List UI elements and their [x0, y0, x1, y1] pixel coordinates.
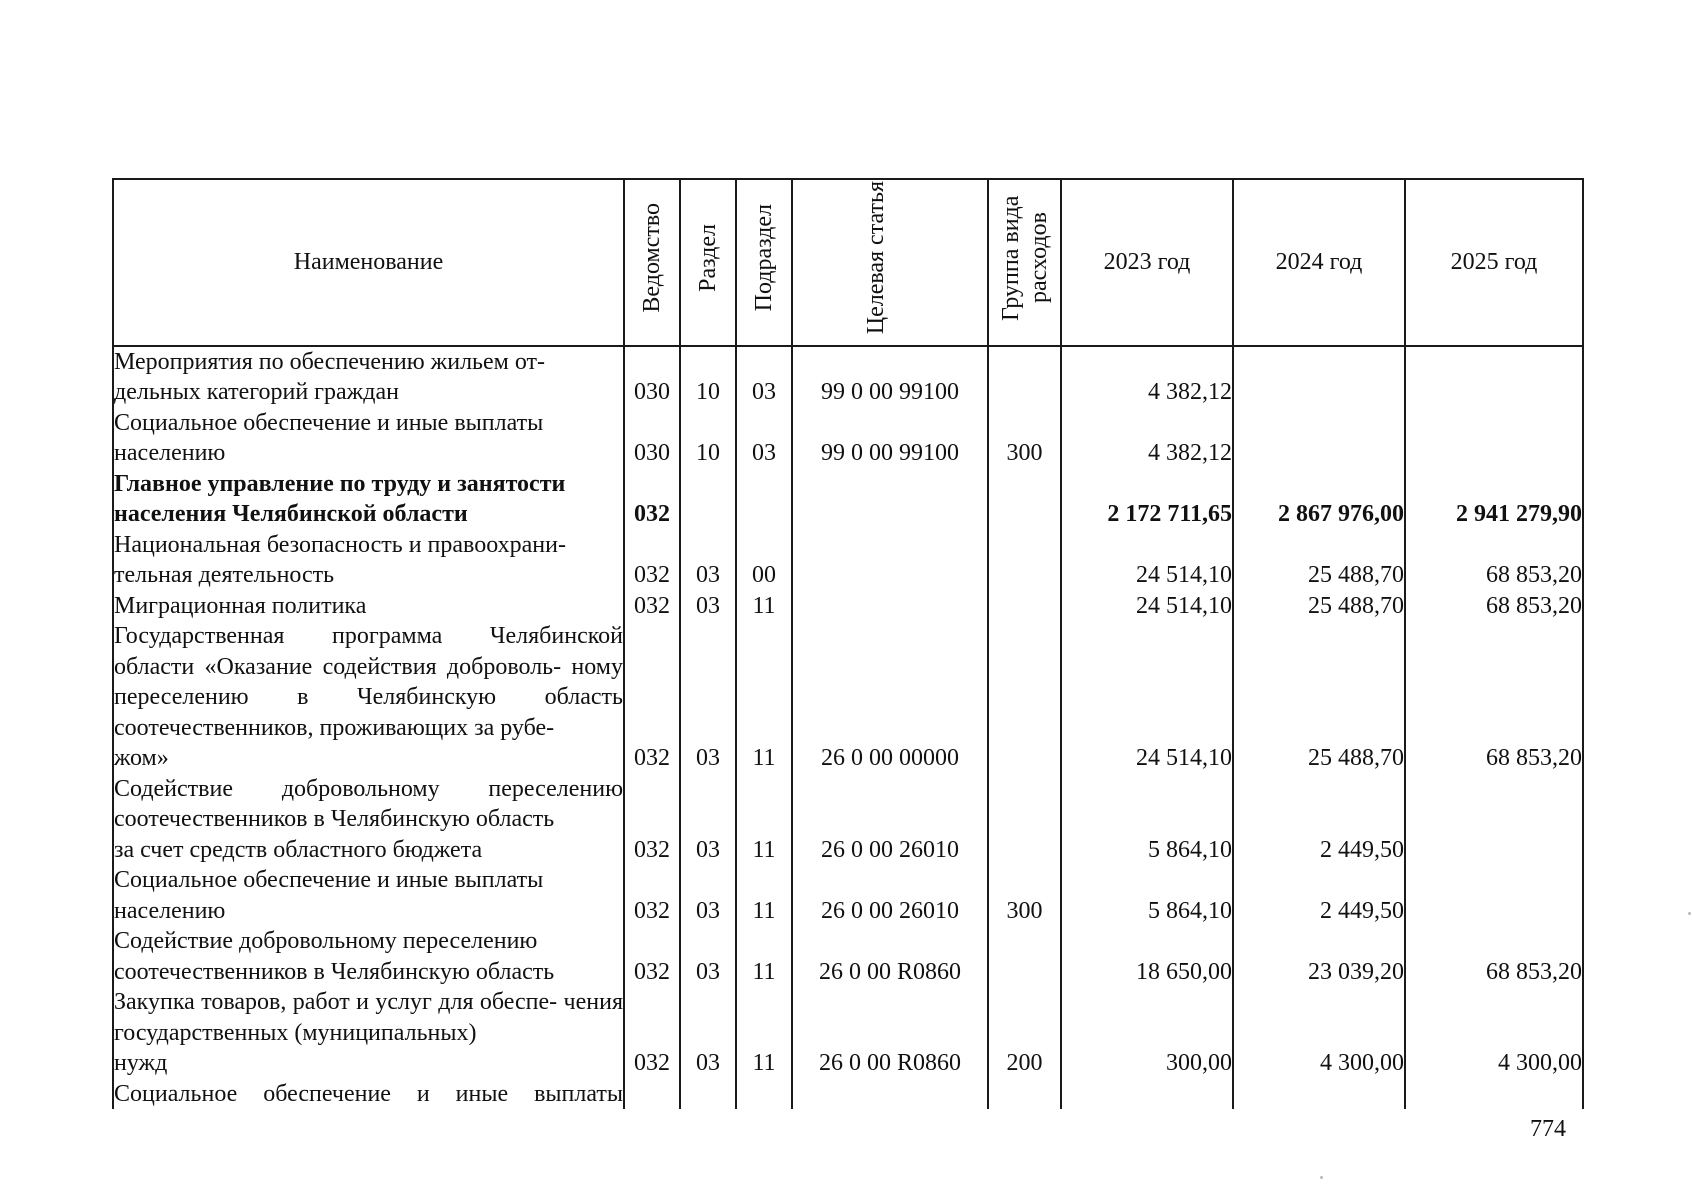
amount-2023-cell: 5 864,10	[1061, 865, 1233, 926]
table-row	[113, 469, 1583, 530]
section-cell: 03	[680, 987, 736, 1079]
header-name: Наименование	[113, 179, 624, 346]
item-name-line: Социальное обеспечение и иные выплаты	[114, 409, 544, 436]
amount-2025-cell	[1405, 346, 1583, 408]
item-name-last-line: соотечественников в Челябинскую область	[114, 958, 555, 985]
section-cell: 03	[680, 865, 736, 926]
item-name-line: соотечественников в Челябинскую область	[114, 806, 555, 832]
header-expense-group: Группа вида расходов	[988, 179, 1061, 346]
item-name-cell	[113, 408, 624, 469]
amount-2025-cell	[1405, 865, 1583, 926]
header-target-article: Целевая статья	[792, 179, 988, 346]
subsection-cell: 00	[736, 530, 792, 591]
empty-cell	[680, 1079, 736, 1110]
page-number: 774	[1530, 1116, 1566, 1142]
amount-2024-cell: 2 449,50	[1233, 774, 1405, 866]
target-article-cell: 26 0 00 00000	[792, 621, 988, 774]
table-row-partial	[113, 1079, 1583, 1110]
amount-2024-cell: 2 867 976,00	[1233, 469, 1405, 530]
header-section: Раздел	[680, 179, 736, 346]
item-name-last-line: населению	[114, 897, 226, 924]
item-name-cell	[113, 469, 624, 530]
amount-2024-cell: 2 449,50	[1233, 865, 1405, 926]
item-name-line: Содействие добровольному переселению	[114, 928, 538, 954]
amount-2024-cell: 4 300,00	[1233, 987, 1405, 1079]
table-row	[113, 987, 1583, 1079]
department-cell: 032	[624, 987, 680, 1079]
section-cell: 10	[680, 408, 736, 469]
item-name-line: соотечественников, проживающих за рубе-	[114, 714, 555, 741]
item-name-last-line: населению	[114, 440, 226, 466]
item-name-cell	[113, 774, 624, 866]
amount-2024-cell	[1233, 346, 1405, 408]
table-row	[113, 926, 1583, 987]
target-article-cell	[792, 469, 988, 530]
item-name-last-line: населения Челябинской области	[114, 501, 468, 527]
item-name-line: Социальное обеспечение и иные выплаты	[114, 867, 544, 893]
subsection-cell: 11	[736, 621, 792, 774]
item-name-last-line: жом»	[114, 745, 169, 771]
empty-cell	[1405, 1079, 1583, 1110]
empty-cell	[624, 1079, 680, 1110]
item-name-cell	[113, 926, 624, 987]
department-cell: 032	[624, 926, 680, 987]
table-row	[113, 408, 1583, 469]
amount-2025-cell: 68 853,20	[1405, 926, 1583, 987]
section-cell	[680, 469, 736, 530]
item-name-last-line: за счет средств областного бюджета	[114, 836, 483, 863]
department-cell: 032	[624, 530, 680, 591]
amount-2023-cell: 24 514,10	[1061, 530, 1233, 591]
amount-2024-cell: 25 488,70	[1233, 621, 1405, 774]
header-department: Ведомство	[624, 179, 680, 346]
expense-group-cell: 300	[988, 408, 1061, 469]
target-article-cell: 26 0 00 R0860	[792, 926, 988, 987]
amount-2023-cell: 2 172 711,65	[1061, 469, 1233, 530]
expense-group-cell	[988, 621, 1061, 774]
budget-table	[112, 178, 1584, 1109]
amount-2023-cell: 5 864,10	[1061, 774, 1233, 866]
header-2024: 2024 год	[1233, 179, 1405, 346]
item-name-line: чения государственных (муниципальных)	[114, 989, 623, 1046]
section-cell: 03	[680, 530, 736, 591]
amount-2025-cell: 68 853,20	[1405, 591, 1583, 622]
item-name-last-line: дельных категорий граждан	[114, 379, 399, 405]
expense-group-cell	[988, 530, 1061, 591]
empty-cell	[1061, 1079, 1233, 1110]
item-name-line: ному переселению в Челябинскую область	[114, 653, 623, 710]
subsection-cell: 11	[736, 591, 792, 622]
item-name-cell	[113, 987, 624, 1079]
target-article-cell	[792, 530, 988, 591]
table-header-row	[113, 179, 1583, 346]
amount-2023-cell: 18 650,00	[1061, 926, 1233, 987]
item-name-cell	[113, 621, 624, 774]
amount-2024-cell	[1233, 408, 1405, 469]
header-2023: 2023 год	[1061, 179, 1233, 346]
target-article-cell: 99 0 00 99100	[792, 346, 988, 408]
expense-group-cell	[988, 591, 1061, 622]
table-row	[113, 530, 1583, 591]
header-subsection: Подраздел	[736, 179, 792, 346]
department-cell: 032	[624, 865, 680, 926]
section-cell: 03	[680, 621, 736, 774]
item-name-line: области «Оказание содействия доброволь-	[114, 653, 562, 680]
item-name-cell	[113, 865, 624, 926]
amount-2025-cell	[1405, 408, 1583, 469]
amount-2025-cell: 68 853,20	[1405, 621, 1583, 774]
target-article-cell: 26 0 00 R0860	[792, 987, 988, 1079]
expense-group-cell	[988, 469, 1061, 530]
amount-2025-cell: 4 300,00	[1405, 987, 1583, 1079]
target-article-cell: 26 0 00 26010	[792, 865, 988, 926]
table-body	[113, 346, 1583, 1110]
amount-2023-cell: 24 514,10	[1061, 591, 1233, 622]
department-cell: 032	[624, 469, 680, 530]
subsection-cell: 11	[736, 774, 792, 866]
section-cell: 03	[680, 926, 736, 987]
subsection-cell: 11	[736, 987, 792, 1079]
subsection-cell: 11	[736, 926, 792, 987]
target-article-cell	[792, 591, 988, 622]
item-name-last-line: тельная деятельность	[114, 562, 335, 588]
item-name-cell	[113, 591, 624, 622]
amount-2023-cell: 24 514,10	[1061, 621, 1233, 774]
amount-2023-cell: 4 382,12	[1061, 346, 1233, 408]
item-name-cell	[113, 346, 624, 408]
subsection-cell: 03	[736, 408, 792, 469]
amount-2024-cell: 25 488,70	[1233, 591, 1405, 622]
expense-group-cell	[988, 346, 1061, 408]
department-cell: 030	[624, 346, 680, 408]
item-name-cell	[113, 530, 624, 591]
empty-cell	[988, 1079, 1061, 1110]
empty-cell	[1233, 1079, 1405, 1110]
amount-2025-cell: 2 941 279,90	[1405, 469, 1583, 530]
target-article-cell: 26 0 00 26010	[792, 774, 988, 866]
header-2025: 2025 год	[1405, 179, 1583, 346]
table-row	[113, 621, 1583, 774]
empty-cell	[792, 1079, 988, 1110]
item-name-line: Главное управление по труду и занятости	[114, 470, 566, 497]
item-name-line: Мероприятия по обеспечению жильем от-	[114, 348, 546, 375]
item-name-line: Закупка товаров, работ и услуг для обеспе-	[114, 989, 558, 1015]
table-row	[113, 865, 1583, 926]
department-cell: 032	[624, 621, 680, 774]
target-article-cell: 99 0 00 99100	[792, 408, 988, 469]
item-name-line: Национальная безопасность и правоохрани-	[114, 531, 566, 558]
department-cell: 032	[624, 591, 680, 622]
amount-2024-cell: 25 488,70	[1233, 530, 1405, 591]
amount-2025-cell: 68 853,20	[1405, 530, 1583, 591]
expense-group-cell: 200	[988, 987, 1061, 1079]
table-row	[113, 591, 1583, 622]
department-cell: 032	[624, 774, 680, 866]
item-name-cell: Социальное обеспечение и иные выплаты	[113, 1079, 624, 1110]
empty-cell	[736, 1079, 792, 1110]
table-row	[113, 346, 1583, 408]
amount-2024-cell: 23 039,20	[1233, 926, 1405, 987]
amount-2023-cell: 300,00	[1061, 987, 1233, 1079]
subsection-cell: 03	[736, 346, 792, 408]
item-name-last-line: нужд	[114, 1050, 168, 1076]
expense-group-cell	[988, 926, 1061, 987]
amount-2023-cell: 4 382,12	[1061, 408, 1233, 469]
expense-group-cell: 300	[988, 865, 1061, 926]
section-cell: 03	[680, 591, 736, 622]
department-cell: 030	[624, 408, 680, 469]
item-name-last-line: Миграционная политика	[114, 592, 367, 619]
expense-group-cell	[988, 774, 1061, 866]
table-row	[113, 774, 1583, 866]
section-cell: 10	[680, 346, 736, 408]
scan-speck	[1320, 1176, 1323, 1179]
subsection-cell	[736, 469, 792, 530]
item-name-line: Содействие добровольному переселению	[114, 775, 623, 802]
amount-2025-cell	[1405, 774, 1583, 866]
item-name-line: Государственная программа Челябинской	[114, 623, 623, 649]
section-cell: 03	[680, 774, 736, 866]
subsection-cell: 11	[736, 865, 792, 926]
scan-speck	[1688, 912, 1691, 915]
